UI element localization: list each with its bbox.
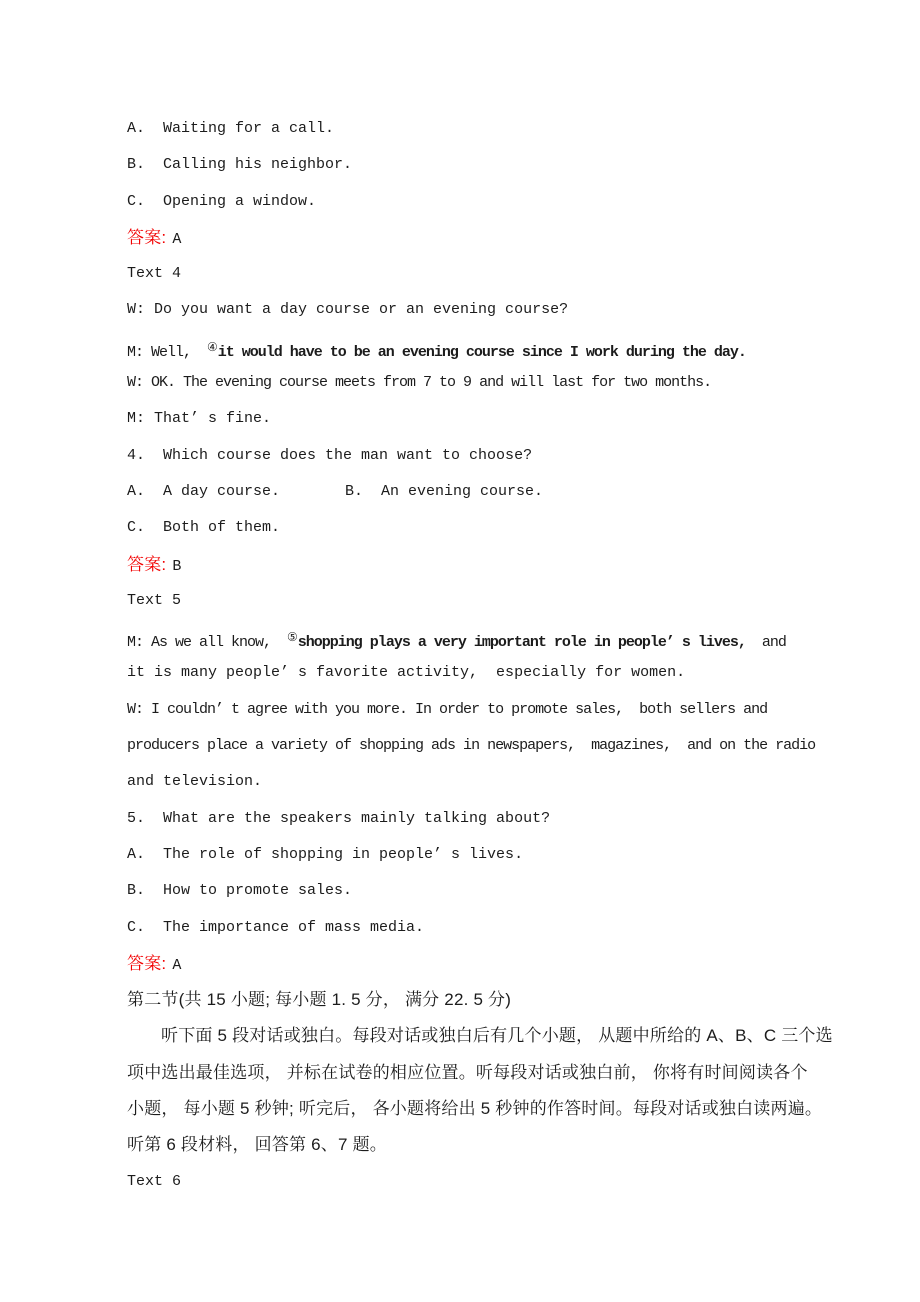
document-body [127, 111, 833, 1200]
text4-dialogue-m1 [127, 329, 817, 365]
section2-material-note: 听第 6 段材料， 回答第 6、7 题。 [127, 1135, 387, 1155]
dialogue-prefix: M: As we all know, [127, 634, 288, 652]
dialogue-suffix: and [745, 634, 786, 652]
text5-option-c: C. The importance of mass media. [127, 918, 425, 936]
dialogue-bold-segment: shopping plays a very important role in people’ s lives, [297, 634, 746, 652]
text4-option-c: C. Both of them. [127, 519, 281, 537]
text5-dialogue-w1-line3: and television. [127, 773, 263, 791]
answer-value: B [172, 557, 182, 575]
text6-title: Text 6 [127, 1172, 182, 1190]
text5-question: 5. What are the speakers mainly talking about? [127, 809, 551, 827]
text5-dialogue-w1-line2: producers place a variety of shopping ads in newspapers, magazines, and on the radio [127, 737, 816, 755]
answer-label: 答案: [127, 227, 167, 247]
answer-value: A [172, 230, 182, 248]
text4-answer-line [127, 547, 817, 583]
text4-option-b: B. An evening course. [345, 482, 544, 500]
text5-dialogue-w1-line1: W: I couldn’ t agree with you more. In order to promote sales, both sellers and [127, 700, 768, 718]
section2-heading: 第二节(共 15 小题; 每小题 1. 5 分， 满分 22. 5 分) [127, 990, 512, 1010]
section2-instructions-line2: 项中选出最佳选项， 并标在试卷的相应位置。听每段对话或独白前， 你将有时间阅读各个 [127, 1062, 808, 1082]
text3-answer-line [127, 220, 817, 256]
text4-option-a: A. A day course. [127, 482, 281, 500]
answer-value: A [172, 956, 182, 974]
text4-dialogue-w2: W: OK. The evening course meets from 7 to 9 and will last for two months. [127, 374, 712, 392]
text5-dialogue-m1 [127, 619, 817, 655]
text4-title: Text 4 [127, 265, 182, 283]
text4-dialogue-m2: M: That’ s fine. [127, 410, 272, 428]
text3-option-b: B. Calling his neighbor. [127, 156, 353, 174]
text5-dialogue-m1-cont: it is many people’ s favorite activity, especially for women. [127, 664, 686, 682]
footnote-marker-5: ⑤ [287, 630, 298, 645]
footnote-marker-4: ④ [207, 339, 218, 354]
text3-option-a: A. Waiting for a call. [127, 120, 335, 137]
answer-label: 答案: [127, 554, 167, 574]
text4-dialogue-w1: W: Do you want a day course or an evening course? [127, 301, 569, 319]
section2-instructions-line1: 听下面 5 段对话或独白。每段对话或独白后有几个小题， 从题中所给的 A、B、C 三个选 [161, 1026, 833, 1046]
text3-option-c: C. Opening a window. [127, 192, 317, 210]
answer-label: 答案: [127, 953, 167, 973]
text5-title: Text 5 [127, 591, 182, 609]
text4-options-ab [127, 474, 817, 510]
text4-question: 4. Which course does the man want to choose? [127, 446, 533, 464]
text5-option-b: B. How to promote sales. [127, 882, 353, 900]
dialogue-bold-segment: it would have to be an evening course since I work during the day. [217, 343, 746, 361]
dialogue-prefix: M: Well, [127, 343, 208, 361]
text5-answer-line [127, 946, 817, 982]
text5-option-a: A. The role of shopping in people’ s lives. [127, 845, 524, 863]
section2-instructions-line3: 小题， 每小题 5 秒钟; 听完后， 各小题将给出 5 秒钟的作答时间。每段对话或独白读两遍。 [127, 1099, 823, 1119]
